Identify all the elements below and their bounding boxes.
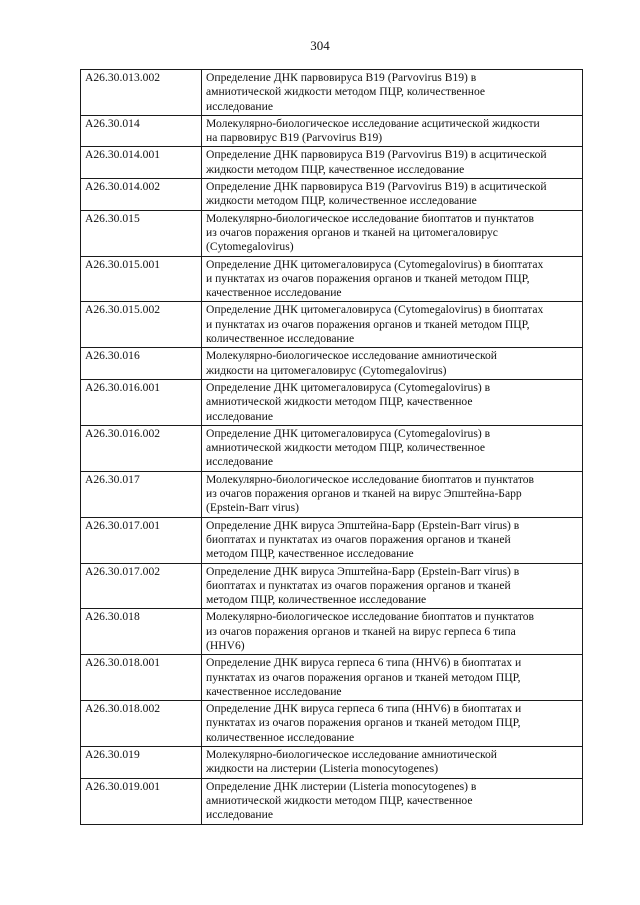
service-code: A26.30.017 <box>81 471 202 517</box>
table-row <box>81 778 583 824</box>
service-description: Определение ДНК цитомегаловируса (Cytomegalovirus) в биоптатах и пунктатах из очагов поражения органов и тканей методом ПЦР, количественное исследование <box>202 302 583 348</box>
service-description: Определение ДНК вируса герпеса 6 типа (HHV6) в биоптатах и пунктатах из очагов поражения органов и тканей методом ПЦР, количественное исследование <box>202 701 583 747</box>
service-code: A26.30.017.001 <box>81 517 202 563</box>
service-code: A26.30.015.001 <box>81 256 202 302</box>
service-description: Определение ДНК цитомегаловируса (Cytomegalovirus) в биоптатах и пунктатах из очагов поражения органов и тканей методом ПЦР, качественное исследование <box>202 256 583 302</box>
service-description: Молекулярно-биологическое исследование биоптатов и пунктатов из очагов поражения органов и тканей на вирус герпеса 6 типа (HHV6) <box>202 609 583 655</box>
table-row <box>81 115 583 147</box>
service-description: Молекулярно-биологическое исследование амниотической жидкости на цитомегаловирус (Cytomegalovirus) <box>202 348 583 380</box>
service-code: A26.30.016.002 <box>81 425 202 471</box>
service-code: A26.30.015 <box>81 210 202 256</box>
table-row <box>81 256 583 302</box>
service-description: Молекулярно-биологическое исследование амниотической жидкости на листерии (Listeria monocytogenes) <box>202 747 583 779</box>
service-description: Определение ДНК цитомегаловируса (Cytomegalovirus) в амниотической жидкости методом ПЦР, количественное исследование <box>202 425 583 471</box>
table-row <box>81 210 583 256</box>
service-code: A26.30.016 <box>81 348 202 380</box>
service-description: Определение ДНК парвовируса B19 (Parvovirus B19) в амниотической жидкости методом ПЦР, количественное исследование <box>202 70 583 116</box>
service-description: Определение ДНК цитомегаловируса (Cytomegalovirus) в амниотической жидкости методом ПЦР, качественное исследование <box>202 379 583 425</box>
table-row <box>81 563 583 609</box>
service-description: Молекулярно-биологическое исследование биоптатов и пунктатов из очагов поражения органов и тканей на цитомегаловирус (Cytomegalovirus) <box>202 210 583 256</box>
table-row <box>81 655 583 701</box>
table-row <box>81 379 583 425</box>
service-code: A26.30.019.001 <box>81 778 202 824</box>
service-code: A26.30.016.001 <box>81 379 202 425</box>
table-row <box>81 609 583 655</box>
table-row <box>81 302 583 348</box>
table-row <box>81 147 583 179</box>
service-description: Молекулярно-биологическое исследование биоптатов и пунктатов из очагов поражения органов и тканей на вирус Эпштейна-Барр (Epstein-Barr virus) <box>202 471 583 517</box>
service-description: Определение ДНК парвовируса B19 (Parvovirus B19) в асцитической жидкости методом ПЦР, качественное исследование <box>202 147 583 179</box>
service-code: A26.30.018.002 <box>81 701 202 747</box>
table-row <box>81 425 583 471</box>
services-table-body <box>81 70 583 825</box>
table-row <box>81 701 583 747</box>
service-description: Определение ДНК парвовируса B19 (Parvovirus B19) в асцитической жидкости методом ПЦР, количественное исследование <box>202 179 583 211</box>
service-code: A26.30.014 <box>81 115 202 147</box>
service-description: Определение ДНК листерии (Listeria monocytogenes) в амниотической жидкости методом ПЦР, качественное исследование <box>202 778 583 824</box>
service-code: A26.30.019 <box>81 747 202 779</box>
service-description: Определение ДНК вируса герпеса 6 типа (HHV6) в биоптатах и пунктатах из очагов поражения органов и тканей методом ПЦР, качественное исследование <box>202 655 583 701</box>
table-row <box>81 517 583 563</box>
service-code: A26.30.015.002 <box>81 302 202 348</box>
service-code: A26.30.014.002 <box>81 179 202 211</box>
service-code: A26.30.014.001 <box>81 147 202 179</box>
table-row <box>81 747 583 779</box>
service-code: A26.30.018 <box>81 609 202 655</box>
table-row <box>81 471 583 517</box>
service-code: A26.30.018.001 <box>81 655 202 701</box>
service-description: Определение ДНК вируса Эпштейна-Барр (Epstein-Barr virus) в биоптатах и пунктатах из очагов поражения органов и тканей методом ПЦР, качественное исследование <box>202 517 583 563</box>
service-code: A26.30.013.002 <box>81 70 202 116</box>
table-row <box>81 70 583 116</box>
service-description: Молекулярно-биологическое исследование асцитической жидкости на парвовирус B19 (Parvovirus B19) <box>202 115 583 147</box>
table-row <box>81 348 583 380</box>
service-description: Определение ДНК вируса Эпштейна-Барр (Epstein-Barr virus) в биоптатах и пунктатах из очагов поражения органов и тканей методом ПЦР, количественное исследование <box>202 563 583 609</box>
service-code: A26.30.017.002 <box>81 563 202 609</box>
table-row <box>81 179 583 211</box>
page-number: 304 <box>310 38 330 53</box>
services-table <box>80 69 583 825</box>
